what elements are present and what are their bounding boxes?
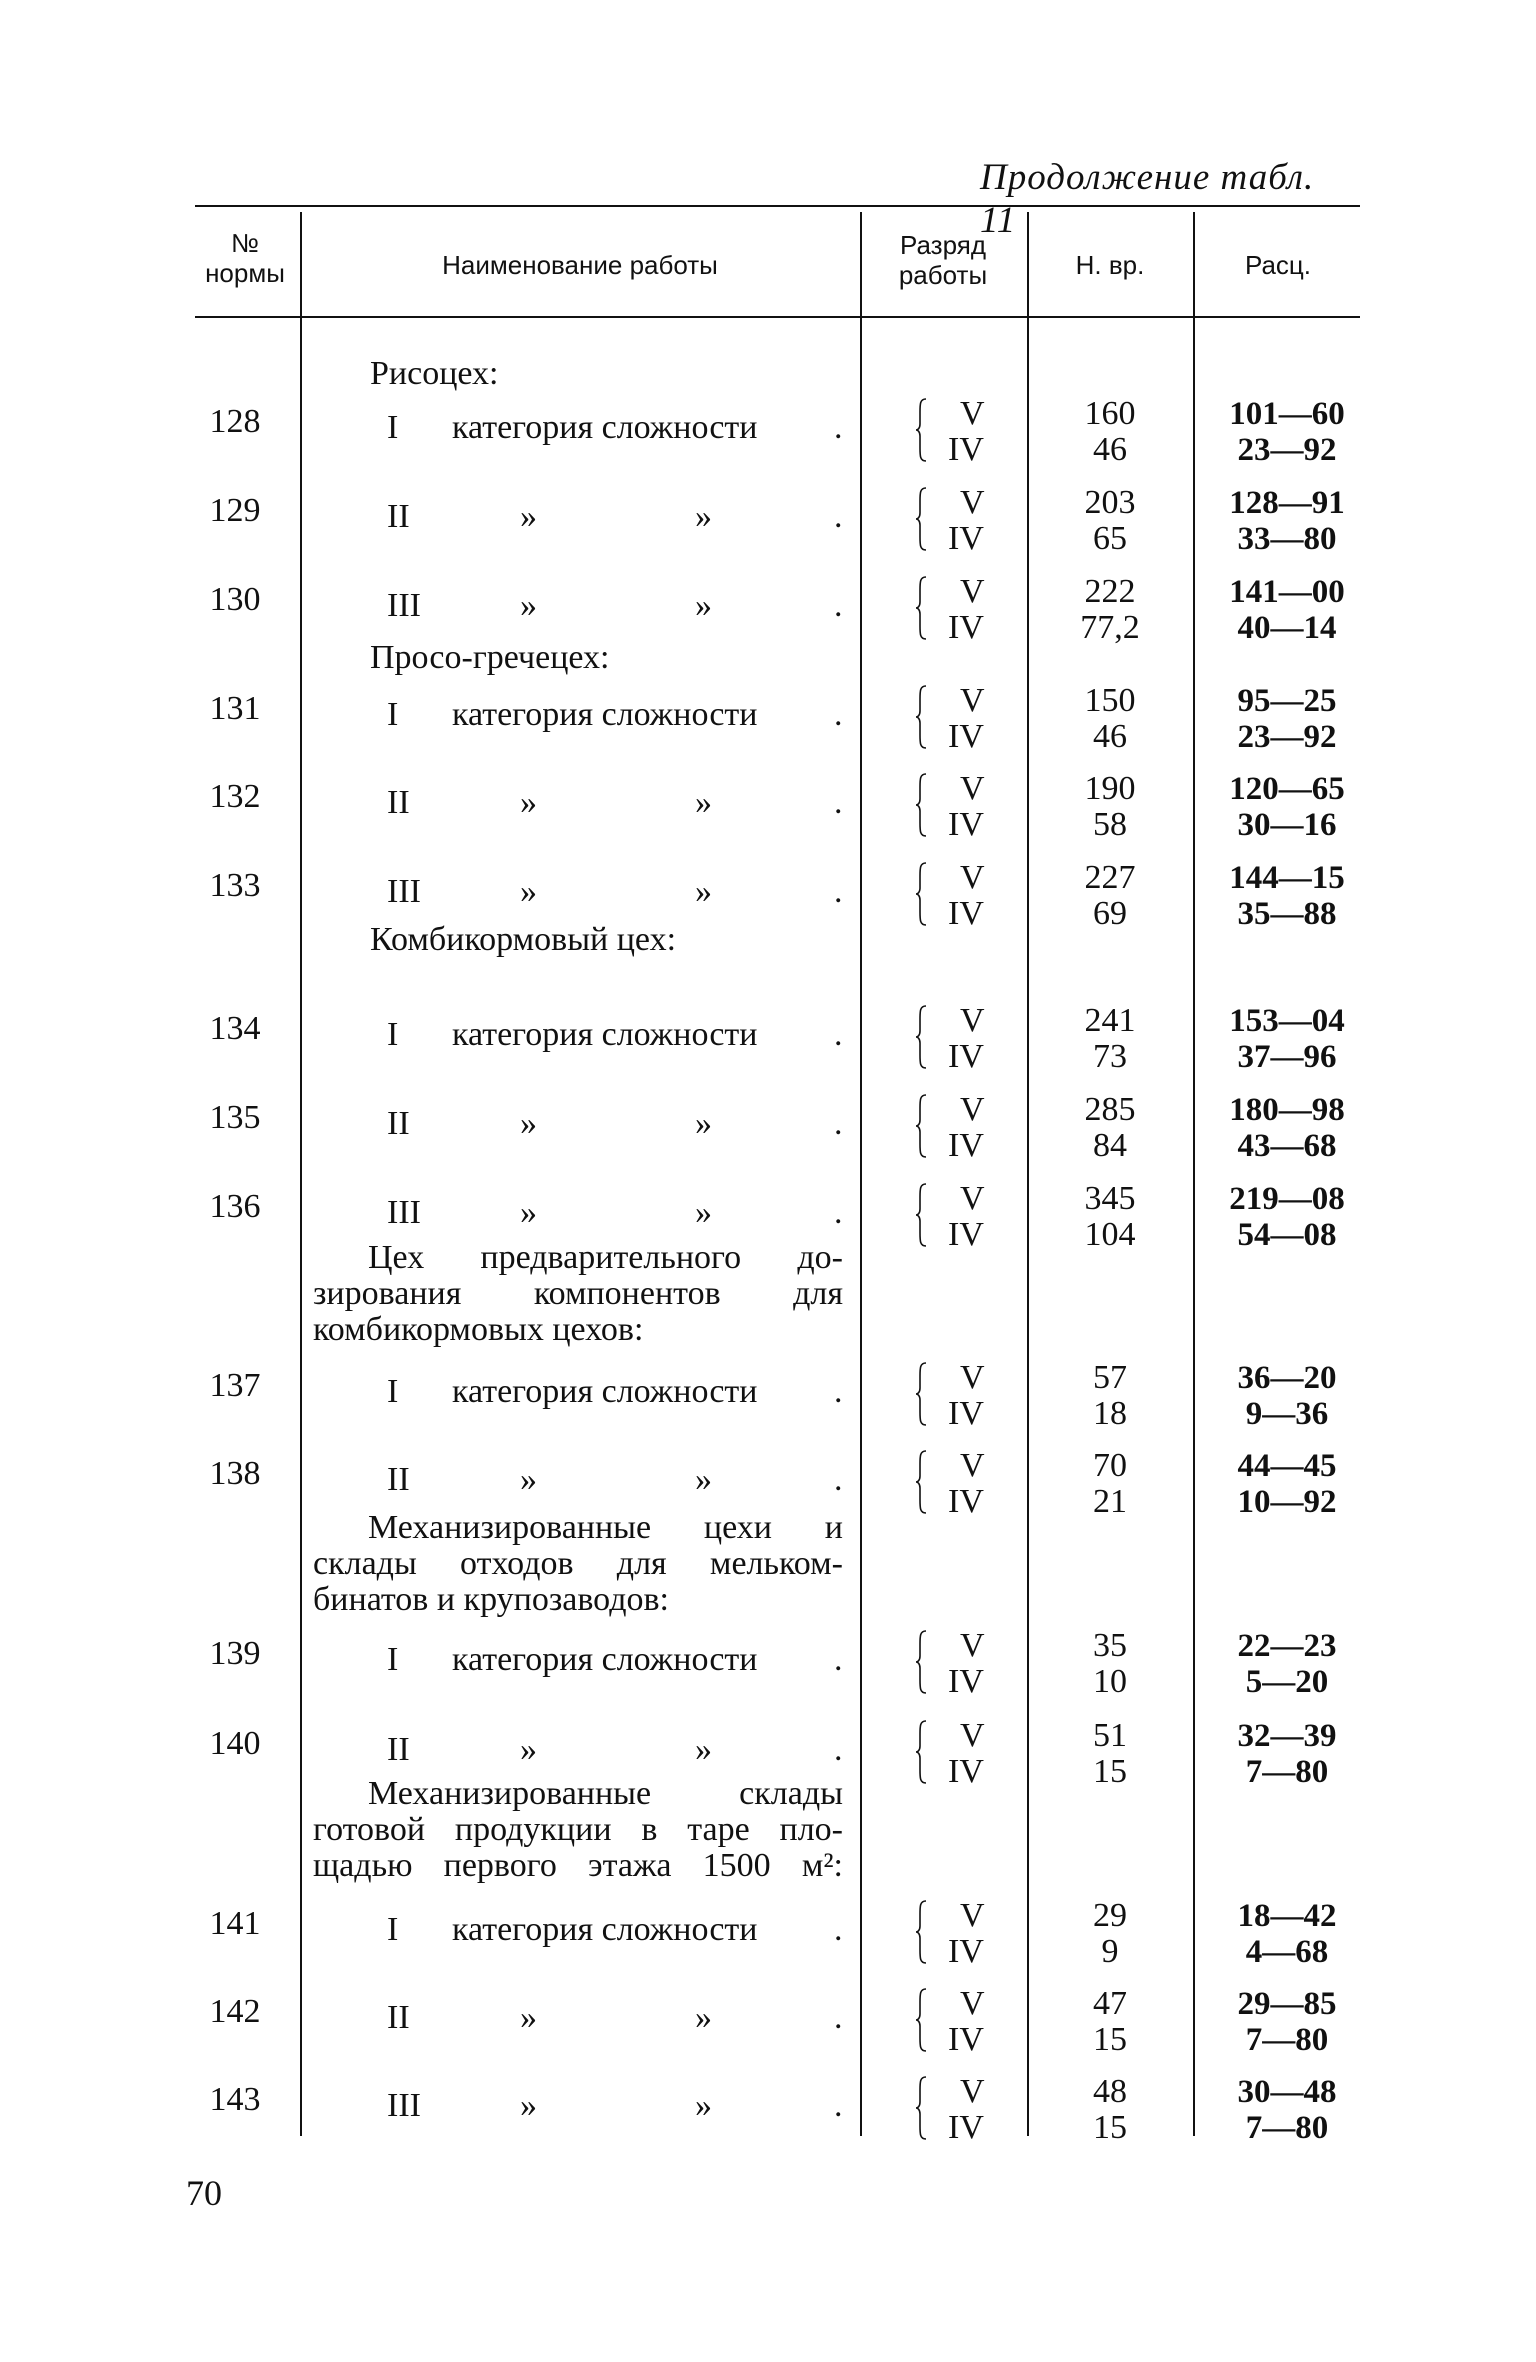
- time-norm-upper: 35: [1093, 1627, 1127, 1664]
- time-norm-lower: 21: [1093, 1483, 1127, 1520]
- pay-rate-upper: 120—65: [1229, 771, 1345, 807]
- rank-lower: IV: [948, 895, 984, 932]
- pay-rate-lower: 23—92: [1237, 719, 1337, 755]
- time-norm-upper: 203: [1084, 484, 1136, 521]
- rank-upper: V: [960, 859, 985, 896]
- time-norm-upper: 29: [1093, 1897, 1127, 1934]
- time-norm-upper: 47: [1093, 1985, 1127, 2022]
- table-caption: Продолжение табл. 11: [980, 157, 1315, 241]
- norm-number: 140: [209, 1725, 261, 1762]
- header-col-no: № нормы: [205, 228, 285, 288]
- rank-lower: IV: [948, 2109, 984, 2146]
- ditto-mark: »: [520, 873, 537, 910]
- rank-upper: V: [960, 573, 985, 610]
- time-norm-lower: 104: [1084, 1216, 1136, 1253]
- work-category-roman: III: [387, 587, 421, 624]
- leader-dot: .: [834, 873, 843, 910]
- time-norm-upper: 70: [1093, 1447, 1127, 1484]
- rank-upper: V: [960, 1447, 985, 1484]
- leader-dot: .: [834, 1373, 843, 1410]
- rank-upper: V: [960, 682, 985, 719]
- work-description: категория сложности: [452, 1911, 758, 1948]
- pay-rate-lower: 7—80: [1245, 2110, 1329, 2146]
- rank-lower: IV: [948, 718, 984, 755]
- time-norm-lower: 10: [1093, 1663, 1127, 1700]
- norm-number: 141: [209, 1905, 261, 1942]
- ditto-mark: »: [520, 587, 537, 624]
- rank-upper: V: [960, 1627, 985, 1664]
- rank-lower: IV: [948, 1753, 984, 1790]
- pay-rate-upper: 128—91: [1229, 485, 1345, 521]
- work-category-roman: II: [387, 498, 410, 535]
- norm-number: 133: [209, 867, 261, 904]
- brace-icon: [915, 487, 927, 551]
- pay-rate-lower: 7—80: [1245, 1754, 1329, 1790]
- leader-dot: .: [834, 2087, 843, 2124]
- brace-icon: [915, 576, 927, 640]
- rank-lower: IV: [948, 1395, 984, 1432]
- pay-rate-lower: 5—20: [1245, 1664, 1329, 1700]
- ditto-mark: »: [695, 2087, 712, 2124]
- leader-dot: .: [834, 1461, 843, 1498]
- rank-upper: V: [960, 1002, 985, 1039]
- pay-rate-upper: 30—48: [1237, 2074, 1337, 2110]
- norm-number: 143: [209, 2081, 261, 2118]
- section-heading: Рисоцех:: [370, 355, 499, 392]
- rank-lower: IV: [948, 806, 984, 843]
- time-norm-lower: 69: [1093, 895, 1127, 932]
- pay-rate-lower: 43—68: [1237, 1128, 1337, 1164]
- time-norm-lower: 65: [1093, 520, 1127, 557]
- header-col-rank: Разряд работы: [898, 230, 988, 290]
- rank-upper: V: [960, 1359, 985, 1396]
- norm-number: 137: [209, 1367, 261, 1404]
- time-norm-upper: 190: [1084, 770, 1136, 807]
- norm-number: 130: [209, 581, 261, 618]
- time-norm-lower: 15: [1093, 2021, 1127, 2058]
- work-category-roman: II: [387, 1731, 410, 1768]
- brace-icon: [915, 2076, 927, 2140]
- ditto-mark: »: [520, 2087, 537, 2124]
- ditto-mark: »: [695, 784, 712, 821]
- work-description: категория сложности: [452, 1641, 758, 1678]
- time-norm-upper: 285: [1084, 1091, 1136, 1128]
- ditto-mark: »: [695, 498, 712, 535]
- column-divider: [1027, 212, 1029, 2136]
- norm-number: 139: [209, 1635, 261, 1672]
- pay-rate-upper: 144—15: [1229, 860, 1345, 896]
- ditto-mark: »: [520, 1731, 537, 1768]
- header-col-time: Н. вр.: [1075, 250, 1145, 280]
- time-norm-upper: 160: [1084, 395, 1136, 432]
- norm-number: 129: [209, 492, 261, 529]
- time-norm-lower: 18: [1093, 1395, 1127, 1432]
- rank-lower: IV: [948, 1127, 984, 1164]
- brace-icon: [915, 862, 927, 926]
- ditto-mark: »: [695, 873, 712, 910]
- time-norm-lower: 77,2: [1080, 609, 1140, 646]
- rank-lower: IV: [948, 1483, 984, 1520]
- time-norm-lower: 46: [1093, 718, 1127, 755]
- time-norm-lower: 15: [1093, 2109, 1127, 2146]
- pay-rate-lower: 7—80: [1245, 2022, 1329, 2058]
- norm-number: 131: [209, 690, 261, 727]
- brace-icon: [915, 398, 927, 462]
- column-divider: [860, 212, 862, 2136]
- work-category-roman: I: [387, 1911, 399, 1948]
- time-norm-lower: 73: [1093, 1038, 1127, 1075]
- section-heading: Просо-гречецех:: [370, 639, 610, 676]
- ditto-mark: »: [695, 1105, 712, 1142]
- ditto-mark: »: [695, 1194, 712, 1231]
- ditto-mark: »: [695, 1461, 712, 1498]
- ditto-mark: »: [520, 1105, 537, 1142]
- work-category-roman: II: [387, 1461, 410, 1498]
- time-norm-lower: 84: [1093, 1127, 1127, 1164]
- brace-icon: [915, 1900, 927, 1964]
- ditto-mark: »: [695, 1731, 712, 1768]
- time-norm-lower: 46: [1093, 431, 1127, 468]
- pay-rate-upper: 32—39: [1237, 1718, 1337, 1754]
- rank-lower: IV: [948, 2021, 984, 2058]
- leader-dot: .: [834, 696, 843, 733]
- time-norm-lower: 9: [1101, 1933, 1119, 1970]
- leader-dot: .: [834, 1105, 843, 1142]
- rank-lower: IV: [948, 1663, 984, 1700]
- brace-icon: [915, 1450, 927, 1514]
- time-norm-upper: 241: [1084, 1002, 1136, 1039]
- ditto-mark: »: [520, 1194, 537, 1231]
- leader-dot: .: [834, 1016, 843, 1053]
- norm-number: 134: [209, 1010, 261, 1047]
- rank-upper: V: [960, 1091, 985, 1128]
- leader-dot: .: [834, 1194, 843, 1231]
- pay-rate-lower: 4—68: [1245, 1934, 1329, 1970]
- rank-upper: V: [960, 1717, 985, 1754]
- rank-lower: IV: [948, 431, 984, 468]
- section-heading: Механизированные цехи и склады отходов для мельком- бинатов и крупозаводов:: [313, 1509, 843, 1618]
- work-description: категория сложности: [452, 1016, 758, 1053]
- norm-number: 132: [209, 778, 261, 815]
- header-col-pay: Расц.: [1244, 250, 1312, 280]
- work-category-roman: I: [387, 1016, 399, 1053]
- rank-upper: V: [960, 484, 985, 521]
- work-category-roman: I: [387, 1373, 399, 1410]
- section-heading: Механизированные склады готовой продукции в таре пло- щадью первого этажа 1500 м²:: [313, 1775, 843, 1884]
- time-norm-upper: 227: [1084, 859, 1136, 896]
- pay-rate-lower: 33—80: [1237, 521, 1337, 557]
- ditto-mark: »: [695, 587, 712, 624]
- pay-rate-upper: 29—85: [1237, 1986, 1337, 2022]
- rank-lower: IV: [948, 1038, 984, 1075]
- rank-upper: V: [960, 1985, 985, 2022]
- page-number: 70: [186, 2173, 222, 2213]
- pay-rate-lower: 23—92: [1237, 432, 1337, 468]
- rank-lower: IV: [948, 609, 984, 646]
- time-norm-upper: 57: [1093, 1359, 1127, 1396]
- brace-icon: [915, 1988, 927, 2052]
- time-norm-upper: 48: [1093, 2073, 1127, 2110]
- brace-icon: [915, 1183, 927, 1247]
- brace-icon: [915, 685, 927, 749]
- pay-rate-upper: 219—08: [1229, 1181, 1345, 1217]
- time-norm-upper: 150: [1084, 682, 1136, 719]
- leader-dot: .: [834, 784, 843, 821]
- rank-upper: V: [960, 770, 985, 807]
- pay-rate-lower: 10—92: [1237, 1484, 1337, 1520]
- time-norm-upper: 222: [1084, 573, 1136, 610]
- ditto-mark: »: [520, 498, 537, 535]
- pay-rate-lower: 30—16: [1237, 807, 1337, 843]
- time-norm-upper: 345: [1084, 1180, 1136, 1217]
- pay-rate-upper: 141—00: [1229, 574, 1345, 610]
- rank-lower: IV: [948, 1933, 984, 1970]
- norm-number: 128: [209, 403, 261, 440]
- pay-rate-upper: 18—42: [1237, 1898, 1337, 1934]
- time-norm-upper: 51: [1093, 1717, 1127, 1754]
- leader-dot: .: [834, 1911, 843, 1948]
- work-description: категория сложности: [452, 1373, 758, 1410]
- pay-rate-lower: 35—88: [1237, 896, 1337, 932]
- leader-dot: .: [834, 409, 843, 446]
- rank-upper: V: [960, 1180, 985, 1217]
- rank-upper: V: [960, 2073, 985, 2110]
- pay-rate-upper: 153—04: [1229, 1003, 1345, 1039]
- norm-number: 136: [209, 1188, 261, 1225]
- section-heading: Комбикормовый цех:: [370, 921, 677, 958]
- work-category-roman: III: [387, 2087, 421, 2124]
- column-divider: [300, 212, 302, 2136]
- rank-lower: IV: [948, 520, 984, 557]
- time-norm-lower: 15: [1093, 1753, 1127, 1790]
- pay-rate-upper: 44—45: [1237, 1448, 1337, 1484]
- brace-icon: [915, 1630, 927, 1694]
- pay-rate-lower: 9—36: [1245, 1396, 1329, 1432]
- brace-icon: [915, 1005, 927, 1069]
- ditto-mark: »: [695, 1999, 712, 2036]
- table-header-rule: [195, 316, 1360, 318]
- pay-rate-upper: 22—23: [1237, 1628, 1337, 1664]
- pay-rate-lower: 54—08: [1237, 1217, 1337, 1253]
- pay-rate-upper: 180—98: [1229, 1092, 1345, 1128]
- work-category-roman: I: [387, 696, 399, 733]
- leader-dot: .: [834, 1641, 843, 1678]
- pay-rate-upper: 101—60: [1229, 396, 1345, 432]
- norm-number: 138: [209, 1455, 261, 1492]
- pay-rate-upper: 36—20: [1237, 1360, 1337, 1396]
- pay-rate-lower: 37—96: [1237, 1039, 1337, 1075]
- pay-rate-upper: 95—25: [1237, 683, 1337, 719]
- pay-rate-lower: 40—14: [1237, 610, 1337, 646]
- rank-lower: IV: [948, 1216, 984, 1253]
- work-category-roman: III: [387, 873, 421, 910]
- work-category-roman: II: [387, 784, 410, 821]
- work-category-roman: I: [387, 409, 399, 446]
- brace-icon: [915, 1094, 927, 1158]
- ditto-mark: »: [520, 784, 537, 821]
- leader-dot: .: [834, 587, 843, 624]
- leader-dot: .: [834, 498, 843, 535]
- header-col-name: Наименование работы: [442, 250, 718, 280]
- brace-icon: [915, 773, 927, 837]
- brace-icon: [915, 1720, 927, 1784]
- section-heading: Цех предварительного до- зирования компонентов для комбикормовых цехов:: [313, 1239, 843, 1348]
- leader-dot: .: [834, 1731, 843, 1768]
- brace-icon: [915, 1362, 927, 1426]
- ditto-mark: »: [520, 1999, 537, 2036]
- work-category-roman: III: [387, 1194, 421, 1231]
- work-description: категория сложности: [452, 409, 758, 446]
- column-divider: [1193, 212, 1195, 2136]
- ditto-mark: »: [520, 1461, 537, 1498]
- leader-dot: .: [834, 1999, 843, 2036]
- work-description: категория сложности: [452, 696, 758, 733]
- work-category-roman: I: [387, 1641, 399, 1678]
- norm-number: 142: [209, 1993, 261, 2030]
- work-category-roman: II: [387, 1999, 410, 2036]
- table-top-rule: [195, 205, 1360, 207]
- rank-upper: V: [960, 1897, 985, 1934]
- norm-number: 135: [209, 1099, 261, 1136]
- work-category-roman: II: [387, 1105, 410, 1142]
- time-norm-lower: 58: [1093, 806, 1127, 843]
- rank-upper: V: [960, 395, 985, 432]
